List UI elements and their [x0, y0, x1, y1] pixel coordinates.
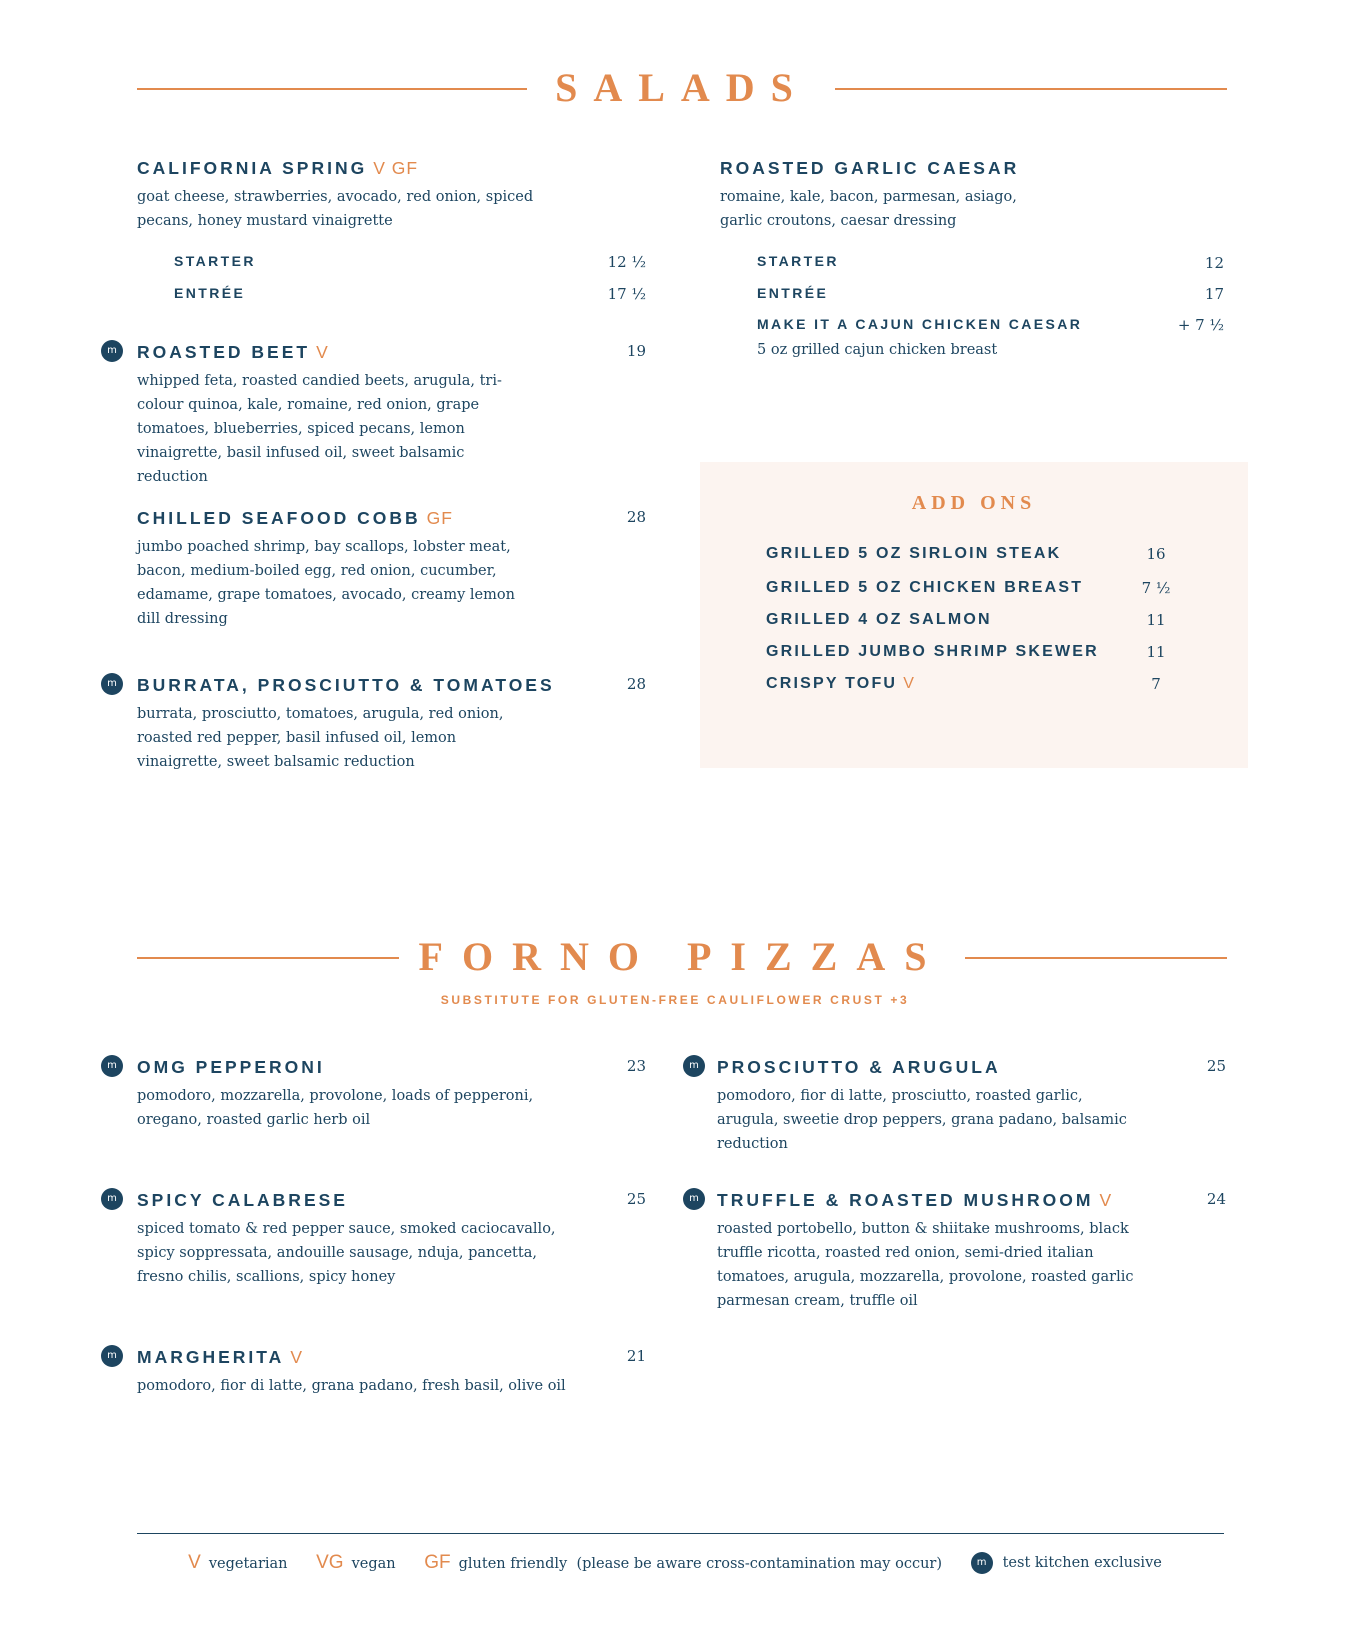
legend-label: vegan [351, 1556, 396, 1572]
test-kitchen-badge-icon: m [101, 1345, 123, 1367]
legend-label: gluten friendly [458, 1556, 568, 1572]
upgrade-label: MAKE IT A CAJUN CHICKEN CAESAR [757, 316, 1083, 332]
item-price: 25 [626, 1190, 646, 1208]
size-label: ENTRÉE [757, 285, 829, 301]
item-price: 19 [626, 342, 646, 360]
item-name: CALIFORNIA SPRING [137, 158, 368, 178]
menu-item-burrata-prosciutto-tomatoes [137, 674, 555, 774]
test-kitchen-badge-icon: m [101, 673, 123, 695]
add-on-name: GRILLED 5 OZ SIRLOIN STEAK [766, 545, 1062, 562]
add-on-price: 11 [1146, 611, 1166, 629]
item-price: 28 [626, 675, 646, 693]
item-description: pomodoro, mozzarella, provolone, loads of pepperoni, oregano, roasted garlic herb oil [137, 1088, 534, 1128]
legend-label: test kitchen exclusive [1002, 1555, 1162, 1571]
menu-item-roasted-garlic-caesar [720, 157, 1040, 233]
add-on-price: 7 ½ [1141, 579, 1171, 597]
item-description: jumbo poached shrimp, bay scallops, lobster meat, bacon, medium-boiled egg, red onion, cucumber, edamame, grape tomatoes, avocado, creamy lemon dill dressing [137, 539, 515, 627]
size-label: STARTER [174, 253, 256, 269]
diet-tags: V [1099, 1190, 1113, 1210]
add-on-name: GRILLED JUMBO SHRIMP SKEWER [766, 643, 1099, 660]
dietary-legend [0, 1552, 1350, 1574]
add-on-price: 7 [1151, 675, 1161, 693]
add-on-item [766, 545, 1186, 567]
vegetarian-symbol: V [188, 1552, 201, 1573]
diet-tags: GF [426, 508, 453, 528]
menu-item-truffle-roasted-mushroom [717, 1189, 1142, 1313]
item-description: roasted portobello, button & shiitake mushrooms, black truffle ricotta, roasted red onion, semi-dried italian tomatoes, arugula, mozzarella, provolone, roasted garlic parmesan cream, truffle oil [717, 1221, 1134, 1309]
item-description: spiced tomato & red pepper sauce, smoked caciocavallo, spicy soppressata, andouille sausage, nduja, pancetta, fresno chilis, scallions, spicy honey [137, 1221, 556, 1285]
item-price: 21 [626, 1347, 646, 1365]
item-description: whipped feta, roasted candied beets, arugula, tri-colour quinoa, kale, romaine, red onion, grape tomatoes, blueberries, spiced pecans, lemon vinaigrette, basil infused oil, sweet balsamic reduction [137, 373, 502, 485]
menu-item-california-spring [137, 157, 537, 233]
menu-item-margherita [137, 1346, 587, 1398]
item-description: pomodoro, fior di latte, grana padano, fresh basil, olive oil [137, 1378, 566, 1394]
upgrade-price: + 7 ½ [1177, 316, 1224, 334]
menu-item-omg-pepperoni [137, 1056, 547, 1132]
vegan-symbol: VG [316, 1552, 344, 1573]
menu-item-prosciutto-arugula [717, 1056, 1147, 1156]
item-price: 24 [1206, 1190, 1226, 1208]
diet-tags: V [903, 675, 917, 692]
item-name: CHILLED SEAFOOD COBB [137, 508, 421, 528]
salads-header [137, 63, 1227, 113]
test-kitchen-badge-icon: m [683, 1055, 705, 1077]
legend-label: vegetarian [208, 1556, 288, 1572]
pizzas-header [137, 932, 1227, 982]
section-title: FORNO PIZZAS [399, 934, 966, 979]
add-on-name: GRILLED 5 OZ CHICKEN BREAST [766, 579, 1084, 596]
diet-tags: V [316, 342, 329, 362]
size-price: 17 [1204, 285, 1224, 303]
size-price: 12 ½ [607, 253, 646, 271]
menu-item-chilled-seafood-cobb [137, 507, 537, 631]
add-on-name: GRILLED 4 OZ SALMON [766, 611, 992, 628]
item-description: romaine, kale, bacon, parmesan, asiago, garlic croutons, caesar dressing [720, 189, 1017, 229]
item-price: 25 [1206, 1057, 1226, 1075]
test-kitchen-badge-icon: m [101, 1055, 123, 1077]
add-on-price: 11 [1146, 643, 1166, 661]
size-price: 12 [1204, 254, 1224, 272]
item-price: 23 [626, 1057, 646, 1075]
add-on-item [766, 611, 1186, 633]
item-name: PROSCIUTTO & ARUGULA [717, 1057, 1001, 1077]
menu-item-roasted-beet [137, 341, 537, 489]
item-name: OMG PEPPERONI [137, 1057, 325, 1077]
add-on-item [766, 643, 1186, 665]
gluten-friendly-symbol: GF [424, 1552, 451, 1573]
menu-item-spicy-calabrese [137, 1189, 587, 1289]
size-label: STARTER [757, 253, 839, 269]
size-price: 17 ½ [607, 285, 646, 303]
item-description: pomodoro, fior di latte, prosciutto, roasted garlic, arugula, sweetie drop peppers, grana padano, balsamic reduction [717, 1088, 1127, 1152]
item-name: SPICY CALABRESE [137, 1190, 348, 1210]
item-description: goat cheese, strawberries, avocado, red onion, spiced pecans, honey mustard vinaigrette [137, 189, 534, 229]
item-price: 28 [626, 508, 646, 526]
crust-substitution-note: SUBSTITUTE FOR GLUTEN-FREE CAULIFLOWER CRUST +3 [440, 993, 910, 1007]
item-description: burrata, prosciutto, tomatoes, arugula, red onion, roasted red pepper, basil infused oil, lemon vinaigrette, sweet balsamic reduction [137, 706, 504, 770]
test-kitchen-badge-icon: m [101, 340, 123, 362]
test-kitchen-badge-icon: m [101, 1188, 123, 1210]
add-ons-title: ADD ONS [911, 492, 1037, 514]
section-title: SALADS [535, 65, 829, 110]
item-name: TRUFFLE & ROASTED MUSHROOM [717, 1190, 1094, 1210]
add-on-item [766, 579, 1186, 601]
item-name: MARGHERITA [137, 1347, 285, 1367]
add-on-item [766, 675, 1186, 697]
diet-tags: V GF [373, 158, 419, 178]
item-name: ROASTED GARLIC CAESAR [720, 158, 1020, 178]
add-ons-panel [700, 462, 1248, 768]
upgrade-description: 5 oz grilled cajun chicken breast [757, 342, 998, 358]
add-on-name: CRISPY TOFU [766, 675, 898, 692]
add-on-price: 16 [1146, 545, 1166, 563]
size-label: ENTRÉE [174, 285, 246, 301]
footer-divider [137, 1533, 1224, 1534]
item-name: BURRATA, PROSCIUTTO & TOMATOES [137, 675, 555, 695]
item-name: ROASTED BEET [137, 342, 311, 362]
test-kitchen-badge-icon: m [971, 1552, 993, 1574]
legend-note: (please be aware cross-contamination may occur) [576, 1556, 942, 1572]
diet-tags: V [290, 1347, 303, 1367]
test-kitchen-badge-icon: m [683, 1188, 705, 1210]
